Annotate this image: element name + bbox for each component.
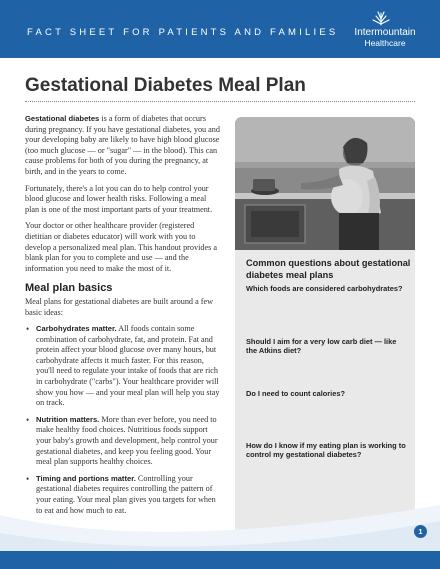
leaf-cluster-icon [371,10,391,26]
decorative-swoosh [0,475,440,555]
page-number: 1 [414,525,427,538]
footer-band [0,551,440,569]
intro-lead: Gestational diabetes [25,114,100,123]
main-text-column [25,114,221,522]
page-title: Gestational Diabetes Meal Plan [25,75,306,96]
bullet-lead: Nutrition matters. [36,414,100,424]
logo-name: Intermountain [354,27,416,38]
intro-paragraph: Fortunately, there's a lot you can do to help control your blood glucose and lower health risks. Following a meal plan is one of the most important parts of your treatment. [25,183,213,214]
bullet-text: All foods contain some combination of carbohydrate, fat, and protein. Fat and protein affect your blood glucose over many hours, but carbohydrate affects it much faster. For this reason, you'll need to regulate your intake of foods that are rich in carbohydrate ("carbs"). Your healthcare provider will show you how — and your meal plan will help you stay on track. [36,324,220,408]
brand-logo [335,10,435,50]
faq-question: How do I know if my eating plan is working to control my gestational diabetes? [246,441,406,460]
photo-pregnant-woman-cooking [235,117,415,250]
bullet-item [25,415,221,468]
faq-question: Which foods are considered carbohydrates? [246,284,403,293]
intro-paragraph [25,114,221,178]
intro-body: is a form of diabetes that occurs during pregnancy. If you have gestational diabetes, you and your developing baby are likely to have high blood glucose (too much glucose — or "sugar" — in the blood). This can cause problems for both of you during the pregnancy, at birth, and in the years to come. [25,114,220,176]
logo-subtitle: Healthcare [364,38,406,48]
bullet-text: More than ever before, you need to make healthy food choices. Nutritious foods support your baby's growth and development, help control your gestational diabetes, and keep you feeling good. Your meal plan supports healthy choices. [36,414,218,467]
section-intro: Meal plans for gestational diabetes are built around a few basic ideas: [25,296,214,317]
faq-question: Do I need to count calories? [246,389,345,398]
title-divider [25,101,415,102]
section-title: Meal plan basics [25,282,113,295]
faq-heading: Common questions about gestational diabetes meal plans [246,258,411,280]
header-title: FACT SHEET FOR PATIENTS AND FAMILIES [27,27,339,38]
bullet-text: Controlling your gestational diabetes requires controlling the pattern of your eating. Your meal plan gives you targets for when to eat and how much to eat. [36,473,216,515]
bullet-lead: Carbohydrates matter. [36,324,117,334]
faq-question: Should I aim for a very low carb diet — like the Atkins diet? [246,337,397,356]
intro-paragraph: Your doctor or other healthcare provider (registered dietitian or diabetes educator) will work with you to develop a personalized meal plan. This handout provides a blank plan for you to complete and use — and the information you need to make the most of it. [25,221,217,273]
bullet-lead: Timing and portions matter. [36,473,136,483]
bullet-item [25,324,221,409]
